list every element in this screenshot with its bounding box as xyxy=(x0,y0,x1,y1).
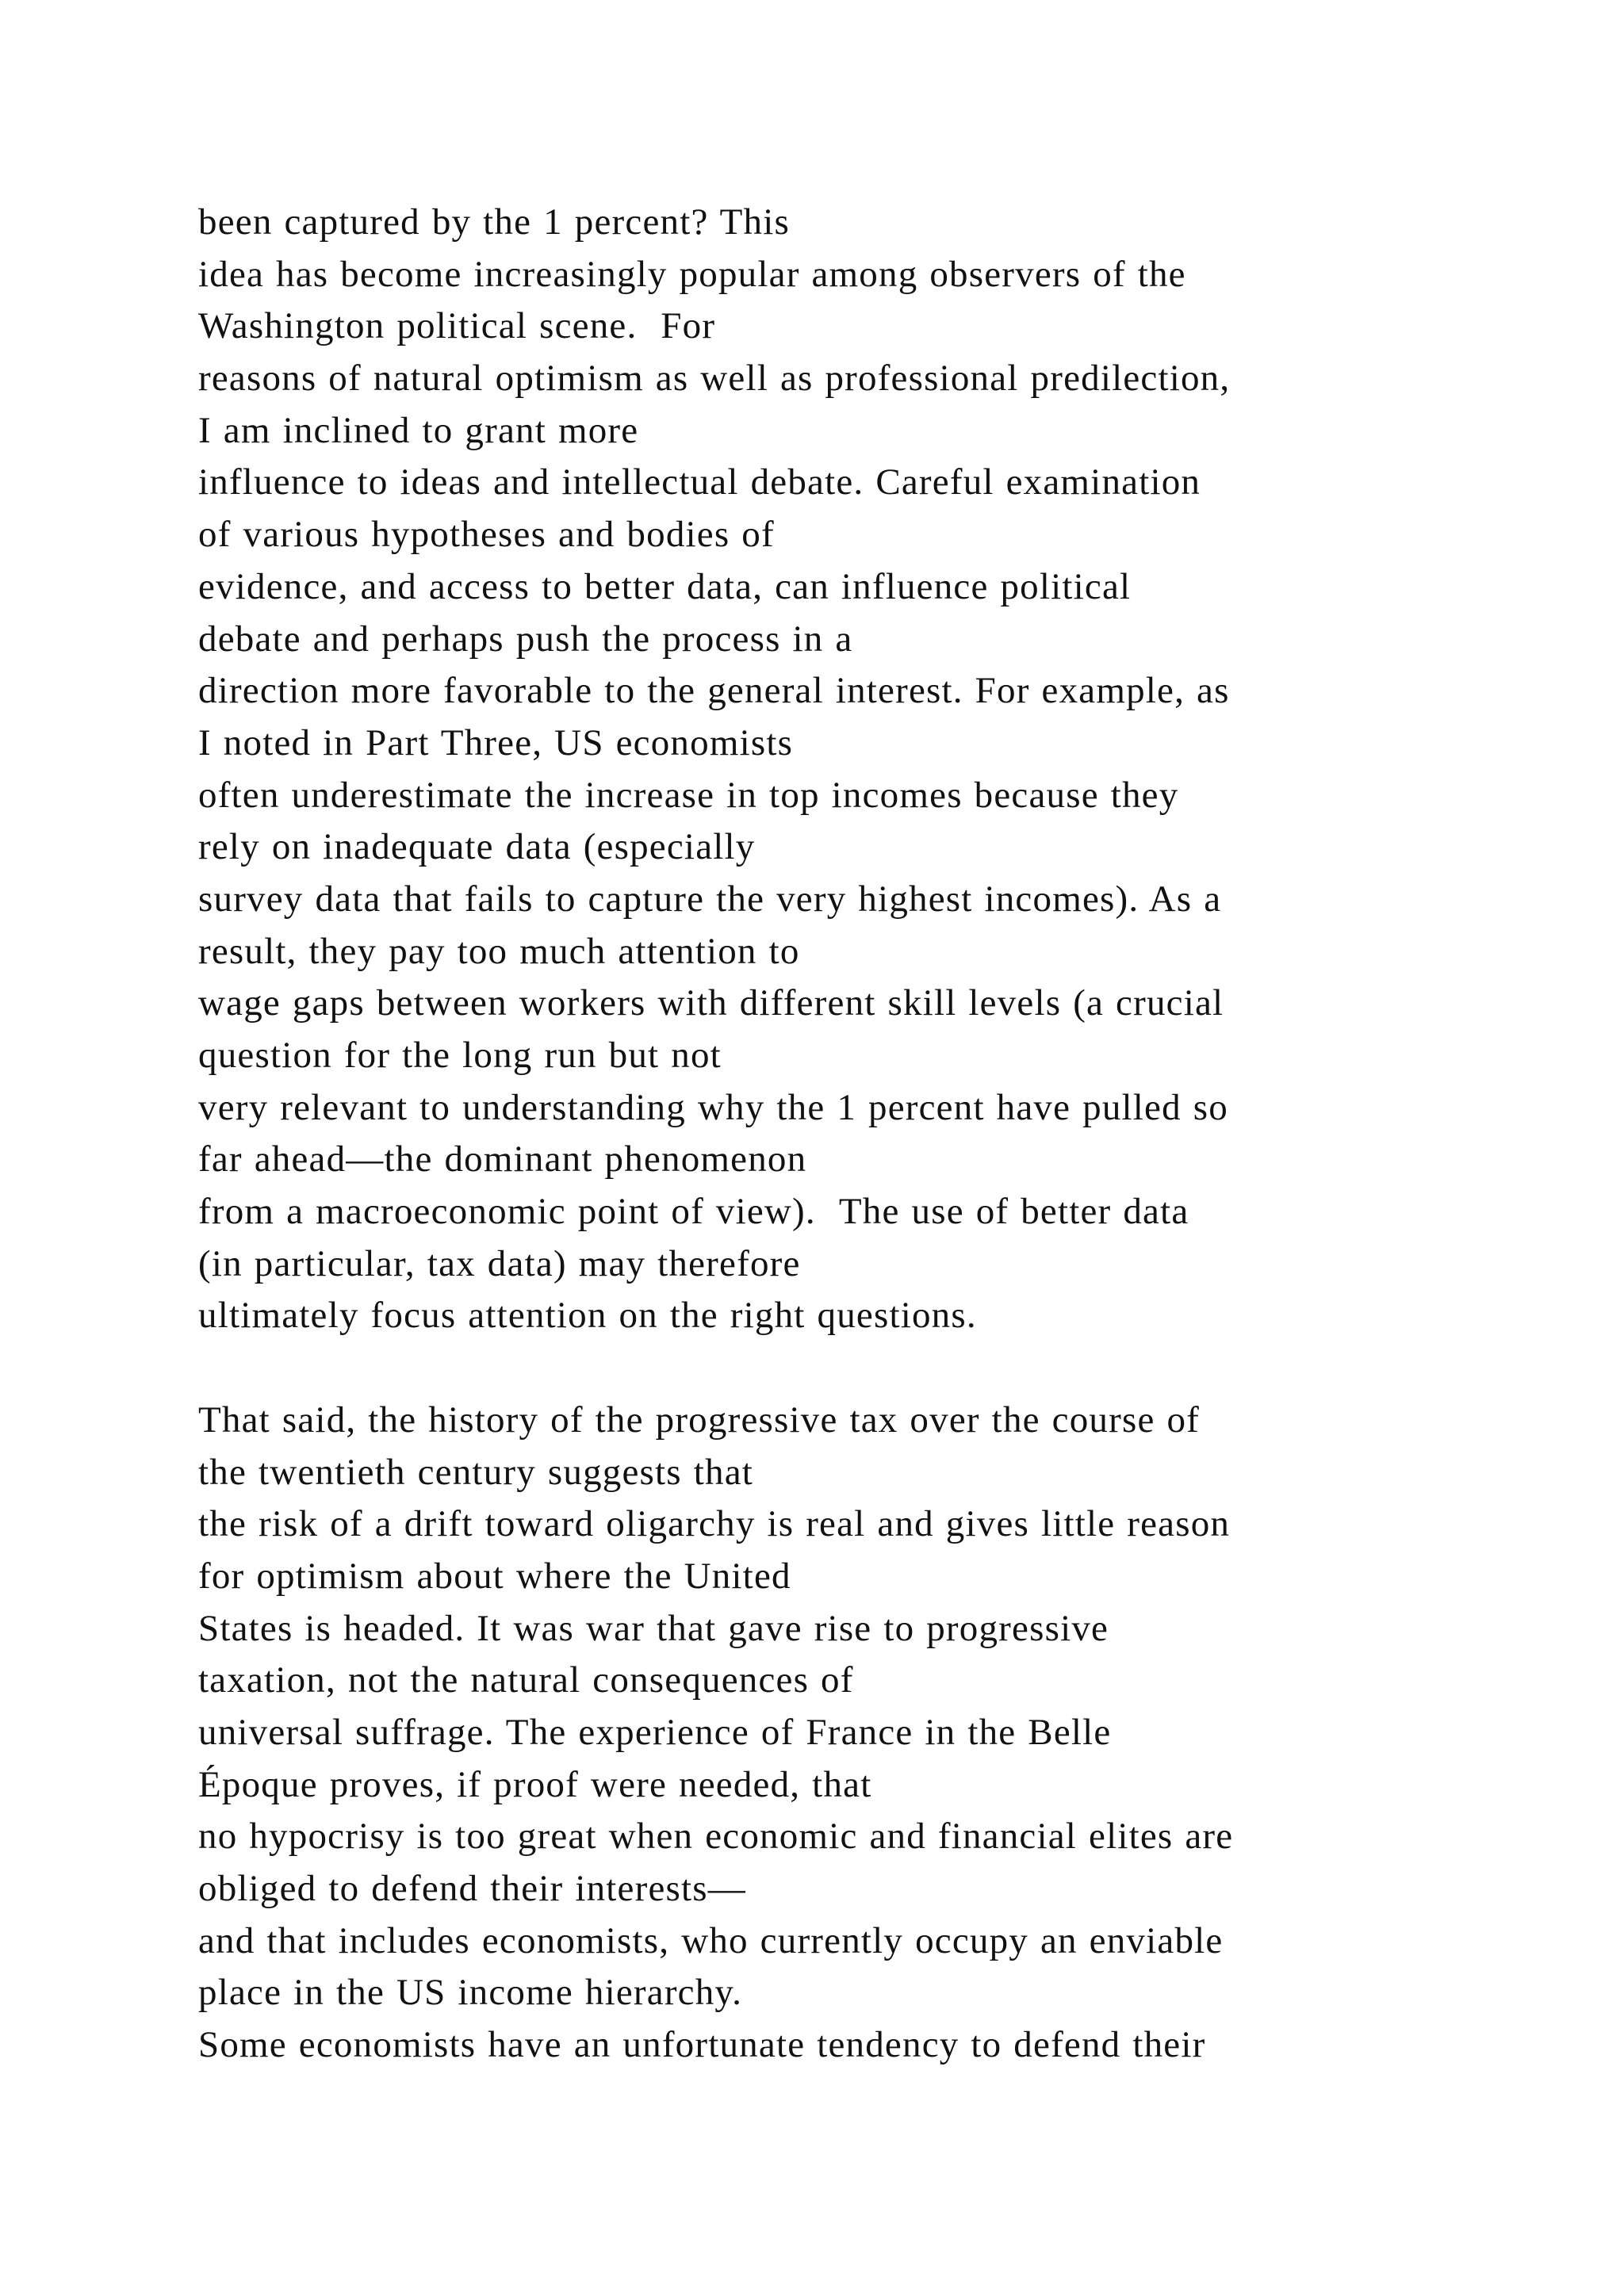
text-line: obliged to defend their interests— xyxy=(198,1868,746,1909)
text-line: of various hypotheses and bodies of xyxy=(198,514,775,556)
text-line: Époque proves, if proof were needed, that xyxy=(198,1763,872,1805)
text-line: That said, the history of the progressive tax over the course of xyxy=(198,1399,1201,1441)
text-line: rely on inadequate data (especially xyxy=(198,826,756,868)
text-line: no hypocrisy is too great when economic and financial elites are xyxy=(198,1816,1234,1858)
text-line: universal suffrage. The experience of France in the Belle xyxy=(198,1711,1112,1753)
text-line: the twentieth century suggests that xyxy=(198,1451,754,1493)
text-line: (in particular, tax data) may therefore xyxy=(198,1242,801,1284)
body-text xyxy=(198,197,1515,2072)
text-line: taxation, not the natural consequences of xyxy=(198,1659,854,1701)
text-line: far ahead—the dominant phenomenon xyxy=(198,1138,807,1181)
text-line: question for the long run but not xyxy=(198,1035,722,1076)
text-line: debate and perhaps push the process in a xyxy=(198,618,853,660)
text-line: wage gaps between workers with different skill levels (a crucial xyxy=(198,982,1224,1024)
text-line: very relevant to understanding why the 1 percent have pulled so xyxy=(198,1086,1228,1128)
text-line: Some economists have an unfortunate tendency to defend their xyxy=(198,2024,1206,2066)
text-line: reasons of natural optimism as well as professional predilection, xyxy=(198,358,1231,400)
text-line: place in the US income hierarchy. xyxy=(198,1972,743,2014)
text-line: I am inclined to grant more xyxy=(198,409,639,451)
text-line: result, they pay too much attention to xyxy=(198,930,800,972)
text-line: the risk of a drift toward oligarchy is real and gives little reason xyxy=(198,1503,1231,1545)
text-line: for optimism about where the United xyxy=(198,1555,791,1597)
text-line: I noted in Part Three, US economists xyxy=(198,721,794,763)
text-line: idea has become increasingly popular among observers of the xyxy=(198,253,1186,295)
text-line: survey data that fails to capture the very highest incomes). As a xyxy=(198,878,1222,920)
text-line: ultimately focus attention on the right questions. xyxy=(198,1295,977,1337)
text-line: States is headed. It was war that gave rise to progressive xyxy=(198,1607,1109,1649)
text-line: evidence, and access to better data, can influence political xyxy=(198,565,1132,607)
text-line: from a macroeconomic point of view). The use of better data xyxy=(198,1191,1189,1233)
text-line: influence to ideas and intellectual debate. Careful examination xyxy=(198,461,1201,503)
text-line: direction more favorable to the general interest. For example, as xyxy=(198,670,1230,712)
text-line: Washington political scene. For xyxy=(198,305,716,347)
text-line: often underestimate the increase in top incomes because they xyxy=(198,774,1179,816)
text-line: and that includes economists, who currently occupy an enviable xyxy=(198,1919,1224,1961)
paragraph-break xyxy=(198,1342,1515,1395)
text-line: been captured by the 1 percent? This xyxy=(198,201,790,243)
